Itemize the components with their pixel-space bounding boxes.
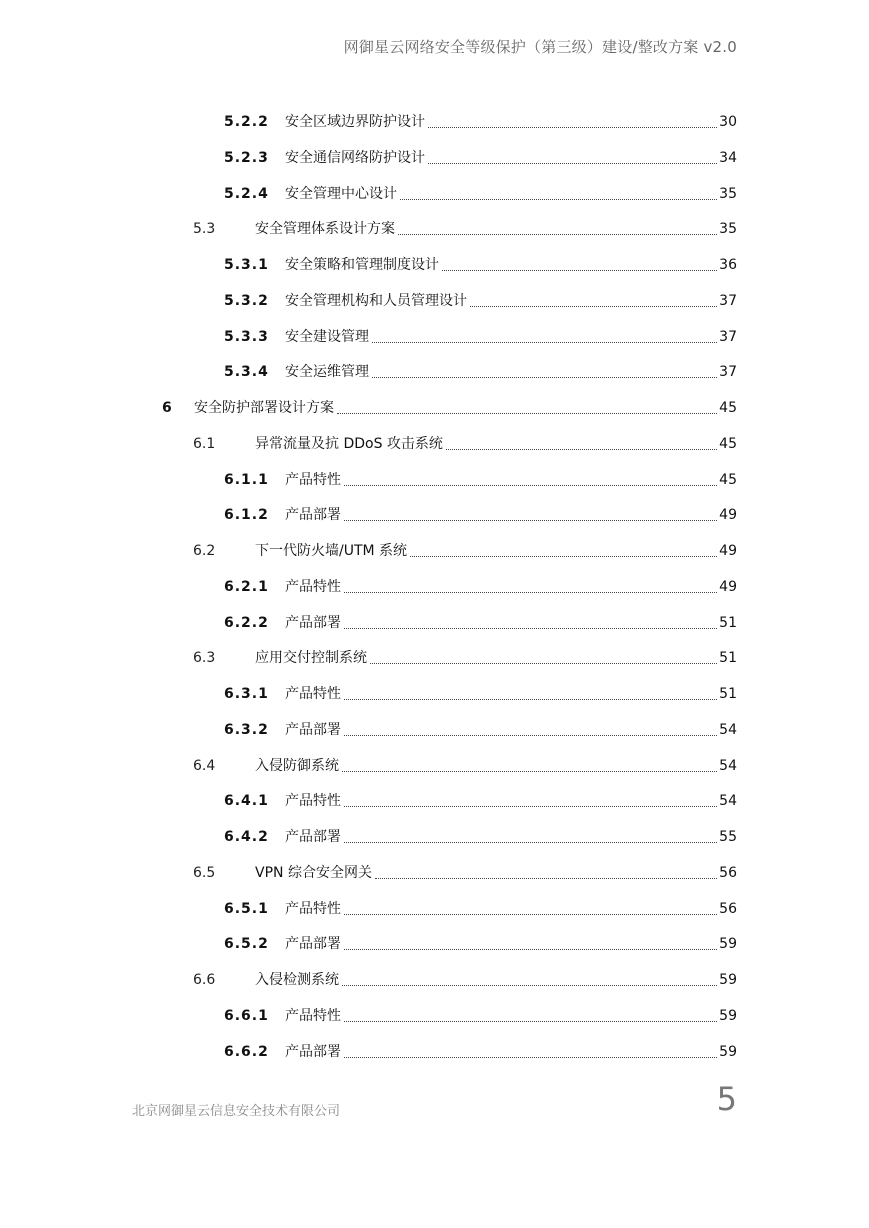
toc-dot-leader (372, 329, 717, 343)
toc-entry-number: 6.3.2 (224, 722, 269, 738)
toc-entry-page: 51 (719, 615, 737, 631)
toc-entry-page: 35 (719, 221, 737, 237)
toc-entry-page: 54 (719, 722, 737, 738)
toc-entry[interactable] (0, 470, 737, 490)
toc-entry-line (285, 934, 737, 954)
toc-entry-title: 产品特性 (285, 472, 341, 488)
toc-entry-number: 6.5 (193, 865, 216, 881)
toc-dot-leader (470, 293, 717, 307)
toc-entry-line (255, 648, 737, 668)
toc-entry[interactable] (0, 112, 737, 132)
toc-entry-title: 产品特性 (285, 686, 341, 702)
toc-entry-title: 产品特性 (285, 579, 341, 595)
toc-dot-leader (344, 615, 717, 629)
toc-entry-page: 30 (719, 114, 737, 130)
toc-entry-line (285, 255, 737, 275)
toc-entry[interactable] (0, 648, 737, 668)
toc-entry-title: 产品特性 (285, 1008, 341, 1024)
toc-entry[interactable] (0, 398, 737, 418)
toc-entry-line (255, 541, 737, 561)
toc-entry-title: 安全通信网络防护设计 (285, 150, 425, 166)
toc-entry-line (285, 327, 737, 347)
toc-entry-title: 安全运维管理 (285, 364, 369, 380)
toc-entry[interactable] (0, 434, 737, 454)
toc-entry-title: 安全防护部署设计方案 (194, 400, 334, 416)
toc-entry[interactable] (0, 791, 737, 811)
toc-dot-leader (344, 829, 717, 843)
toc-entry-title: 产品特性 (285, 793, 341, 809)
toc-entry-number: 6.2 (193, 543, 216, 559)
toc-entry-line (285, 291, 737, 311)
toc-entry-title: 安全策略和管理制度设计 (285, 257, 439, 273)
toc-entry-number: 5.3.4 (224, 364, 269, 380)
toc-entry-number: 5.3.1 (224, 257, 269, 273)
toc-entry-line (285, 684, 737, 704)
toc-entry-line (255, 756, 737, 776)
toc-entry-line (285, 1042, 737, 1062)
toc-entry-number: 5.2.2 (224, 114, 269, 130)
toc-entry[interactable] (0, 1006, 737, 1026)
toc-entry-line (285, 470, 737, 490)
toc-entry[interactable] (0, 1042, 737, 1062)
toc-dot-leader (342, 972, 717, 986)
toc-entry-page: 45 (719, 472, 737, 488)
toc-entry-line (285, 720, 737, 740)
toc-entry[interactable] (0, 541, 737, 561)
toc-dot-leader (410, 543, 717, 557)
footer-page-number: 5 (716, 1080, 737, 1118)
toc-entry[interactable] (0, 684, 737, 704)
toc-dot-leader (442, 257, 717, 271)
toc-entry-number: 6.1 (193, 436, 216, 452)
toc-entry-line (285, 791, 737, 811)
toc-dot-leader (344, 1008, 717, 1022)
toc-entry-title: 安全管理中心设计 (285, 186, 397, 202)
toc-entry-page: 54 (719, 793, 737, 809)
toc-entry[interactable] (0, 577, 737, 597)
toc-dot-leader (337, 400, 717, 414)
toc-entry-title: 下一代防火墙/UTM 系统 (255, 543, 408, 559)
toc-entry-line (194, 398, 737, 418)
toc-entry-page: 37 (719, 329, 737, 345)
toc-dot-leader (342, 758, 717, 772)
toc-entry-title: 安全管理体系设计方案 (255, 221, 395, 237)
toc-entry-page: 59 (719, 936, 737, 952)
toc-dot-leader (446, 436, 717, 450)
toc-entry[interactable] (0, 255, 737, 275)
toc-entry-title: 产品部署 (285, 507, 341, 523)
toc-entry-number: 6.4 (193, 758, 216, 774)
toc-dot-leader (400, 186, 717, 200)
toc-entry-number: 6.3.1 (224, 686, 269, 702)
toc-dot-leader (344, 579, 717, 593)
toc-dot-leader (344, 1044, 717, 1058)
toc-entry-title: 应用交付控制系统 (255, 650, 367, 666)
toc-entry-line (285, 577, 737, 597)
toc-entry-line (285, 899, 737, 919)
toc-entry-line (285, 1006, 737, 1026)
toc-dot-leader (428, 150, 717, 164)
toc-entry-title: 产品部署 (285, 722, 341, 738)
toc-entry-number: 5.3 (193, 221, 216, 237)
toc-entry-line (255, 970, 737, 990)
footer-company-name: 北京网御星云信息安全技术有限公司 (132, 1104, 341, 1119)
toc-entry[interactable] (0, 863, 737, 883)
toc-entry-line (285, 362, 737, 382)
toc-entry-number: 6.1.2 (224, 507, 269, 523)
toc-entry-page: 37 (719, 293, 737, 309)
toc-entry-page: 49 (719, 579, 737, 595)
toc-entry-page: 55 (719, 829, 737, 845)
toc-dot-leader (344, 472, 717, 486)
toc-entry-number: 5.3.3 (224, 329, 269, 345)
document-header: 网御星云网络安全等级保护（第三级）建设/整改方案 v2.0 (343, 38, 737, 56)
toc-entry[interactable] (0, 613, 737, 633)
toc-entry[interactable] (0, 720, 737, 740)
toc-dot-leader (370, 650, 717, 664)
toc-entry-title: 异常流量及抗 DDoS 攻击系统 (255, 436, 443, 452)
toc-entry-title: 安全建设管理 (285, 329, 369, 345)
toc-entry-title: 产品部署 (285, 1044, 341, 1060)
toc-entry-page: 49 (719, 507, 737, 523)
toc-entry-page: 45 (719, 400, 737, 416)
toc-entry[interactable] (0, 291, 737, 311)
toc-entry-title: 产品部署 (285, 615, 341, 631)
toc-entry-number: 6.6.2 (224, 1044, 269, 1060)
toc-entry[interactable] (0, 970, 737, 990)
toc-entry-page: 51 (719, 650, 737, 666)
toc-entry[interactable] (0, 362, 737, 382)
toc-dot-leader (344, 793, 717, 807)
toc-entry-page: 51 (719, 686, 737, 702)
toc-entry-number: 6.4.1 (224, 793, 269, 809)
toc-entry[interactable] (0, 219, 737, 239)
toc-entry-line (285, 613, 737, 633)
toc-entry-line (285, 827, 737, 847)
toc-entry[interactable] (0, 327, 737, 347)
toc-entry[interactable] (0, 756, 737, 776)
toc-entry-page: 45 (719, 436, 737, 452)
toc-entry-number: 6.1.1 (224, 472, 269, 488)
toc-entry-title: 安全管理机构和人员管理设计 (285, 293, 467, 309)
toc-entry-number: 5.2.4 (224, 186, 269, 202)
toc-entry-page: 34 (719, 150, 737, 166)
toc-dot-leader (398, 221, 717, 235)
toc-entry-line (255, 434, 737, 454)
toc-entry-number: 5.3.2 (224, 293, 269, 309)
toc-dot-leader (375, 865, 717, 879)
toc-entry-number: 5.2.3 (224, 150, 269, 166)
toc-entry[interactable] (0, 827, 737, 847)
toc-dot-leader (372, 364, 717, 378)
toc-entry-page: 59 (719, 972, 737, 988)
toc-entry-page: 36 (719, 257, 737, 273)
toc-entry-number: 6.4.2 (224, 829, 269, 845)
toc-entry[interactable] (0, 184, 737, 204)
toc-entry-title: 产品部署 (285, 829, 341, 845)
toc-entry-line (255, 863, 737, 883)
toc-dot-leader (344, 901, 717, 915)
toc-entry-title: VPN 综合安全网关 (255, 865, 372, 881)
toc-entry-page: 56 (719, 901, 737, 917)
toc-dot-leader (344, 686, 717, 700)
toc-entry[interactable] (0, 899, 737, 919)
toc-entry-title: 入侵防御系统 (255, 758, 339, 774)
toc-entry-page: 54 (719, 758, 737, 774)
toc-entry-line (285, 184, 737, 204)
toc-entry-number: 6.6.1 (224, 1008, 269, 1024)
toc-dot-leader (344, 936, 717, 950)
toc-entry-title: 产品部署 (285, 936, 341, 952)
toc-entry-line (285, 505, 737, 525)
toc-dot-leader (428, 114, 717, 128)
toc-entry-page: 35 (719, 186, 737, 202)
toc-dot-leader (344, 507, 717, 521)
toc-entry-page: 59 (719, 1008, 737, 1024)
toc-entry-title: 入侵检测系统 (255, 972, 339, 988)
toc-entry-page: 49 (719, 543, 737, 559)
toc-entry-number: 6.2.2 (224, 615, 269, 631)
toc-entry[interactable] (0, 148, 737, 168)
toc-entry-number: 6.5.1 (224, 901, 269, 917)
toc-entry-title: 安全区域边界防护设计 (285, 114, 425, 130)
toc-entry-number: 6 (162, 400, 172, 416)
toc-entry-page: 37 (719, 364, 737, 380)
toc-entry-number: 6.5.2 (224, 936, 269, 952)
toc-entry-number: 6.6 (193, 972, 216, 988)
toc-entry[interactable] (0, 934, 737, 954)
toc-dot-leader (344, 722, 717, 736)
toc-entry-line (255, 219, 737, 239)
toc-entry-number: 6.2.1 (224, 579, 269, 595)
toc-entry[interactable] (0, 505, 737, 525)
toc-entry-page: 56 (719, 865, 737, 881)
toc-entry-number: 6.3 (193, 650, 216, 666)
toc-entry-page: 59 (719, 1044, 737, 1060)
toc-entry-line (285, 112, 737, 132)
toc-entry-title: 产品特性 (285, 901, 341, 917)
toc-entry-line (285, 148, 737, 168)
